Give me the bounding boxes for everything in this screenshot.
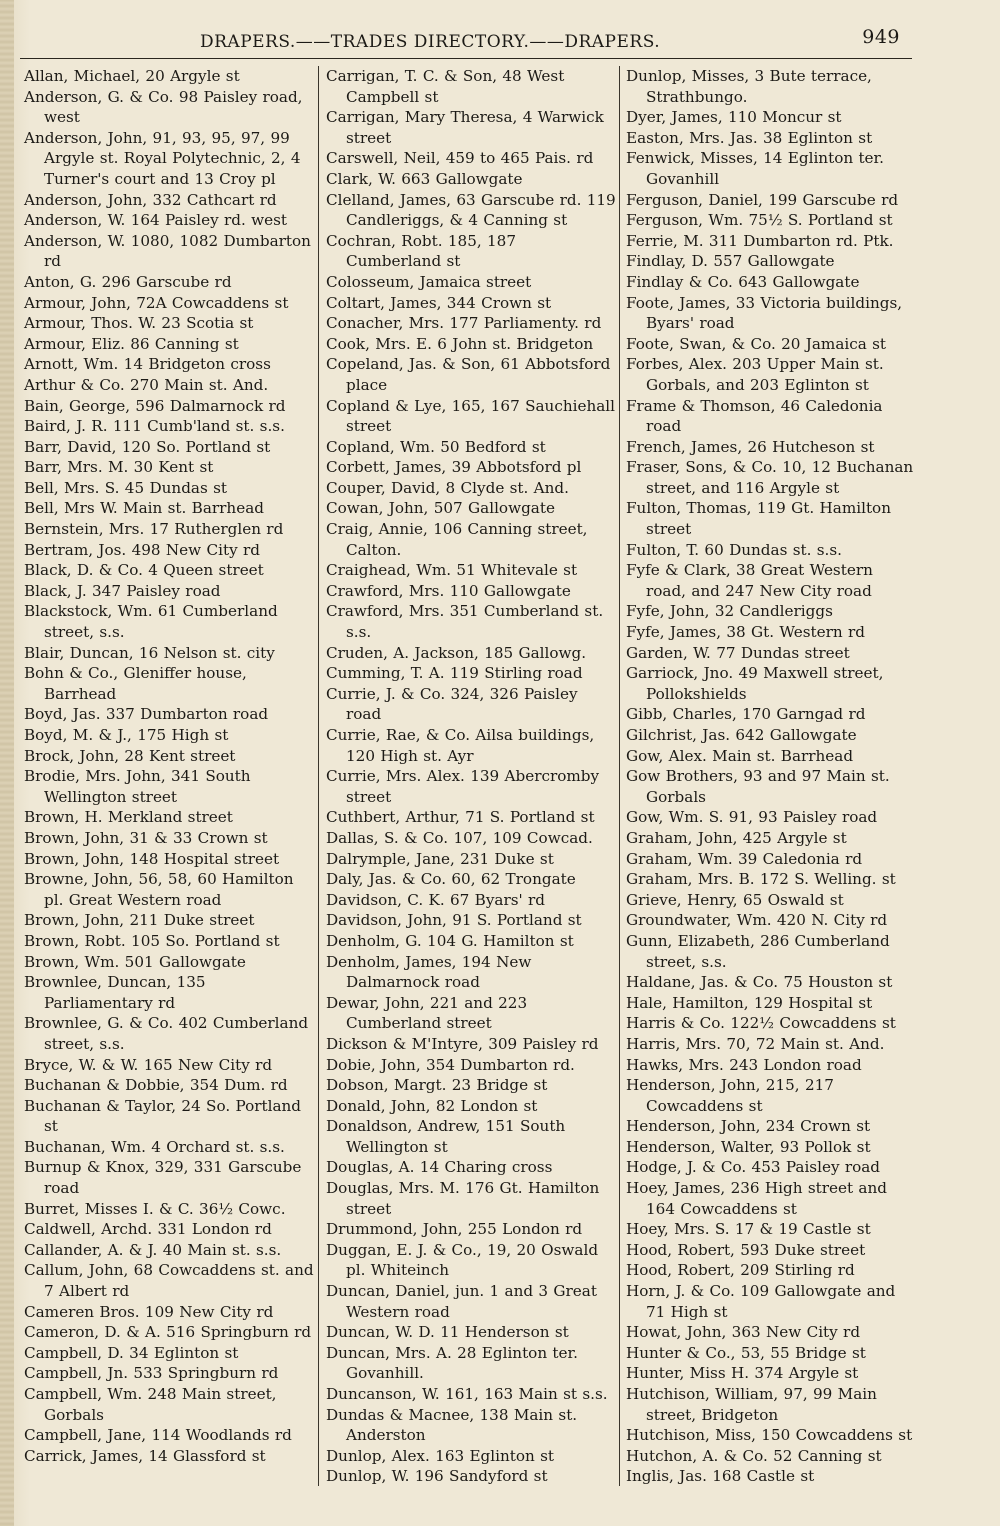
directory-entry: Donaldson, Andrew, 151 South Wellington st xyxy=(326,1117,566,1156)
directory-entry: Buchanan & Dobbie, 354 Dum. rd xyxy=(24,1076,288,1095)
directory-entry: Currie, Mrs. Alex. 139 Abercromby street xyxy=(326,767,600,806)
directory-entry: Anderson, John, 91, 93, 95, 97, 99 Argyle st. Royal Polytechnic, 2, 4 Turner's court and 13 Croy pl xyxy=(24,128,301,188)
column-1 xyxy=(24,66,314,1496)
directory-entry: Black, J. 347 Paisley road xyxy=(24,581,221,600)
directory-entry: Carswell, Neil, 459 to 465 Pais. rd xyxy=(326,149,594,168)
directory-entry: Dickson & M'Intyre, 309 Paisley rd xyxy=(326,1034,599,1053)
directory-entry: Allan, Michael, 20 Argyle st xyxy=(24,67,240,85)
directory-entry: Campbell, D. 34 Eglinton st xyxy=(24,1343,239,1362)
directory-entry: Crawford, Mrs. 110 Gallowgate xyxy=(326,581,571,600)
directory-entry: Hunter & Co., 53, 55 Bridge st xyxy=(626,1343,866,1362)
directory-entry: Graham, Wm. 39 Caledonia rd xyxy=(626,849,863,868)
directory-entry: Dunlop, Alex. 163 Eglinton st xyxy=(326,1446,555,1465)
directory-entry: Fyfe & Clark, 38 Great Western road, and 247 New City road xyxy=(626,561,873,600)
directory-entry: Grieve, Henry, 65 Oswald st xyxy=(626,890,844,909)
directory-entry: Foote, James, 33 Victoria buildings, Byars' road xyxy=(626,293,903,333)
directory-entry: Inglis, Jas. 168 Castle st xyxy=(626,1467,815,1486)
page-header xyxy=(180,26,900,56)
directory-entry: Blackstock, Wm. 61 Cumberland street, s.s. xyxy=(24,602,278,642)
directory-entry: Hodge, J. & Co. 453 Paisley road xyxy=(626,1158,881,1177)
directory-entry: Davidson, C. K. 67 Byars' rd xyxy=(326,890,545,909)
directory-entry: Duncan, W. D. 11 Henderson st xyxy=(326,1323,569,1342)
directory-entry: Cook, Mrs. E. 6 John st. Bridgeton xyxy=(326,334,594,353)
directory-entry: Copland & Lye, 165, 167 Sauchiehall street xyxy=(326,396,616,436)
directory-entry: Fraser, Sons, & Co. 10, 12 Buchanan street, and 116 Argyle st xyxy=(626,458,914,497)
column-3 xyxy=(626,66,916,1496)
directory-entry: Gow Brothers, 93 and 97 Main st. Gorbals xyxy=(626,767,890,806)
directory-entry: Fulton, Thomas, 119 Gt. Hamilton street xyxy=(626,499,891,539)
directory-entry: Duggan, E. J. & Co., 19, 20 Oswald pl. Whiteinch xyxy=(326,1240,599,1280)
directory-entry: Graham, John, 425 Argyle st xyxy=(626,828,847,847)
directory-entry: Ferguson, Wm. 75½ S. Portland st xyxy=(626,211,893,230)
directory-entry: Denholm, James, 194 New Dalmarnock road xyxy=(326,952,532,992)
directory-entry: Brodie, Mrs. John, 341 South Wellington street xyxy=(24,767,251,806)
directory-entry: Fyfe, John, 32 Candleriggs xyxy=(626,602,833,621)
directory-entry: Brown, Robt. 105 So. Portland st xyxy=(24,931,280,950)
directory-entry: Graham, Mrs. B. 172 S. Welling. st xyxy=(626,870,896,889)
directory-entry: Brown, H. Merkland street xyxy=(24,808,233,827)
directory-entry: Dobie, John, 354 Dumbarton rd. xyxy=(326,1055,575,1074)
directory-entry: Copeland, Jas. & Son, 61 Abbotsford place xyxy=(326,355,611,394)
directory-entry: Brown, John, 148 Hospital street xyxy=(24,849,280,868)
directory-entry: Baird, J. R. 111 Cumb'land st. s.s. xyxy=(24,417,285,436)
running-head: DRAPERS.——TRADES DIRECTORY.——DRAPERS. xyxy=(200,32,661,52)
directory-entry: Corbett, James, 39 Abbotsford pl xyxy=(326,458,582,477)
directory-entry: Bryce, W. & W. 165 New City rd xyxy=(24,1055,273,1074)
directory-entry: Duncanson, W. 161, 163 Main st s.s. xyxy=(326,1385,608,1403)
directory-entry: Campbell, Jane, 114 Woodlands rd xyxy=(24,1426,292,1445)
directory-entry: Crawford, Mrs. 351 Cumberland st. s.s. xyxy=(326,602,604,642)
directory-entry: Callum, John, 68 Cowcaddens st. and 7 Albert rd xyxy=(24,1261,314,1301)
directory-entry: Drummond, John, 255 London rd xyxy=(326,1220,583,1239)
directory-entry: Hale, Hamilton, 129 Hospital st xyxy=(626,993,873,1012)
directory-entry: Gilchrist, Jas. 642 Gallowgate xyxy=(626,726,857,744)
directory-entry: Brownlee, G. & Co. 402 Cumberland street, s.s. xyxy=(24,1014,309,1053)
directory-entry: Carrigan, Mary Theresa, 4 Warwick street xyxy=(326,108,604,147)
directory-entry: French, James, 26 Hutcheson st xyxy=(626,437,875,456)
directory-entry: Arnott, Wm. 14 Bridgeton cross xyxy=(24,355,271,374)
directory-entry: Cumming, T. A. 119 Stirling road xyxy=(326,664,583,683)
page-number: 949 xyxy=(862,26,900,48)
directory-entry: Barr, Mrs. M. 30 Kent st xyxy=(24,458,214,477)
header-rule xyxy=(20,58,912,59)
directory-entry: Bell, Mrs W. Main st. Barrhead xyxy=(24,499,264,518)
directory-entry: Hutchison, Miss, 150 Cowcaddens st xyxy=(626,1426,913,1445)
directory-entry: Fyfe, James, 38 Gt. Western rd xyxy=(626,623,866,642)
directory-entry: Hutchison, William, 97, 99 Main street, Bridgeton xyxy=(626,1385,877,1424)
directory-entry: Barr, David, 120 So. Portland st xyxy=(24,437,271,456)
directory-entry: Horn, J. & Co. 109 Gallowgate and 71 High st xyxy=(626,1282,896,1321)
directory-entry: Colosseum, Jamaica street xyxy=(326,272,532,291)
directory-entry: Harris & Co. 122½ Cowcaddens st xyxy=(626,1014,896,1033)
directory-entry: Browne, John, 56, 58, 60 Hamilton pl. Great Western road xyxy=(24,870,294,909)
directory-entry: Boyd, M. & J., 175 High st xyxy=(24,726,229,744)
directory-entry: Henderson, John, 234 Crown st xyxy=(626,1117,871,1136)
directory-entry: Arthur & Co. 270 Main st. And. xyxy=(24,375,269,394)
directory-entry: Dalrymple, Jane, 231 Duke st xyxy=(326,849,554,868)
directory-entry: Dallas, S. & Co. 107, 109 Cowcad. xyxy=(326,828,593,847)
directory-entry: Harris, Mrs. 70, 72 Main st. And. xyxy=(626,1034,885,1053)
directory-entry: Cruden, A. Jackson, 185 Gallowg. xyxy=(326,643,587,662)
directory-entry: Cochran, Robt. 185, 187 Cumberland st xyxy=(326,231,516,271)
directory-entry: Frame & Thomson, 46 Caledonia road xyxy=(626,396,883,436)
directory-entry: Hoey, James, 236 High street and 164 Cowcaddens st xyxy=(626,1179,887,1218)
directory-entry: Anderson, G. & Co. 98 Paisley road, west xyxy=(24,87,303,127)
directory-entry: Carrigan, T. C. & Son, 48 West Campbell st xyxy=(326,67,565,106)
page-gutter xyxy=(0,0,14,1526)
directory-entry: Easton, Mrs. Jas. 38 Eglinton st xyxy=(626,128,873,147)
directory-entry: Cuthbert, Arthur, 71 S. Portland st xyxy=(326,808,595,827)
directory-entry: Caldwell, Archd. 331 London rd xyxy=(24,1220,272,1239)
directory-entry: Ferguson, Daniel, 199 Garscube rd xyxy=(626,190,899,209)
directory-entry: Fenwick, Misses, 14 Eglinton ter. Govanhill xyxy=(626,149,884,188)
directory-entry: Duncan, Mrs. A. 28 Eglinton ter. Govanhill. xyxy=(326,1343,578,1383)
directory-entry: Conacher, Mrs. 177 Parliamenty. rd xyxy=(326,314,602,333)
directory-entry: Clelland, James, 63 Garscube rd. 119 Candleriggs, & 4 Canning st xyxy=(326,190,616,230)
directory-entry: Craig, Annie, 106 Canning street, Calton. xyxy=(326,520,588,559)
directory-entry: Findlay & Co. 643 Gallowgate xyxy=(626,272,860,291)
directory-entry: Brown, Wm. 501 Gallowgate xyxy=(24,952,246,971)
column-2 xyxy=(326,66,616,1496)
directory-entry: Bernstein, Mrs. 17 Rutherglen rd xyxy=(24,520,284,539)
directory-entry: Anton, G. 296 Garscube rd xyxy=(24,272,232,291)
directory-entry: Gow, Alex. Main st. Barrhead xyxy=(626,746,854,765)
directory-entry: Armour, Eliz. 86 Canning st xyxy=(24,334,239,353)
directory-entry: Foote, Swan, & Co. 20 Jamaica st xyxy=(626,334,887,353)
directory-entry: Dunlop, Misses, 3 Bute terrace, Strathbungo. xyxy=(626,67,872,106)
directory-entry: Cameron, D. & A. 516 Springburn rd xyxy=(24,1323,312,1342)
directory-entry: Buchanan & Taylor, 24 So. Portland st xyxy=(24,1096,302,1136)
directory-entry: Donald, John, 82 London st xyxy=(326,1096,538,1115)
directory-entry: Forbes, Alex. 203 Upper Main st. Gorbals, and 203 Eglinton st xyxy=(626,355,884,394)
directory-entry: Boyd, Jas. 337 Dumbarton road xyxy=(24,705,269,724)
directory-entry: Copland, Wm. 50 Bedford st xyxy=(326,437,546,456)
directory-entry: Hunter, Miss H. 374 Argyle st xyxy=(626,1364,859,1383)
directory-entry: Dunlop, W. 196 Sandyford st xyxy=(326,1467,548,1486)
directory-entry: Hutchon, A. & Co. 52 Canning st xyxy=(626,1446,882,1465)
directory-entry: Brownlee, Duncan, 135 Parliamentary rd xyxy=(24,973,206,1012)
directory-entry: Blair, Duncan, 16 Nelson st. city xyxy=(24,643,275,662)
directory-entry: Carrick, James, 14 Glassford st xyxy=(24,1446,266,1465)
directory-entry: Dobson, Margt. 23 Bridge st xyxy=(326,1076,548,1095)
directory-entry: Craighead, Wm. 51 Whitevale st xyxy=(326,561,578,580)
directory-entry: Armour, John, 72A Cowcaddens st xyxy=(24,293,289,312)
directory-entry: Currie, Rae, & Co. Ailsa buildings, 120 High st. Ayr xyxy=(326,726,595,765)
directory-entry: Couper, David, 8 Clyde st. And. xyxy=(326,478,569,497)
directory-entry: Hood, Robert, 209 Stirling rd xyxy=(626,1261,855,1280)
directory-entry: Duncan, Daniel, jun. 1 and 3 Great Western road xyxy=(326,1282,597,1321)
directory-entry: Fulton, T. 60 Dundas st. s.s. xyxy=(626,540,842,559)
directory-entry: Brown, John, 211 Duke street xyxy=(24,911,255,930)
directory-entry: Hood, Robert, 593 Duke street xyxy=(626,1240,866,1259)
directory-entry: Callander, A. & J. 40 Main st. s.s. xyxy=(24,1240,282,1259)
directory-entry: Armour, Thos. W. 23 Scotia st xyxy=(24,314,254,333)
directory-entry: Dewar, John, 221 and 223 Cumberland street xyxy=(326,993,528,1033)
directory-entry: Anderson, W. 1080, 1082 Dumbarton rd xyxy=(24,231,311,271)
directory-entry: Anderson, John, 332 Cathcart rd xyxy=(24,190,277,209)
directory-entry: Burnup & Knox, 329, 331 Garscube road xyxy=(24,1158,302,1198)
directory-entry: Brock, John, 28 Kent street xyxy=(24,746,236,765)
directory-entry: Garden, W. 77 Dundas street xyxy=(626,643,850,662)
directory-entry: Gunn, Elizabeth, 286 Cumberland street, s.s. xyxy=(626,931,890,971)
directory-entry: Cowan, John, 507 Gallowgate xyxy=(326,499,555,518)
column-divider-2 xyxy=(619,66,620,1486)
directory-entry: Campbell, Jn. 533 Springburn rd xyxy=(24,1364,279,1383)
directory-entry: Brown, John, 31 & 33 Crown st xyxy=(24,828,268,847)
directory-entry: Hawks, Mrs. 243 London road xyxy=(626,1055,862,1074)
directory-entry: Gow, Wm. S. 91, 93 Paisley road xyxy=(626,808,878,827)
directory-entry: Howat, John, 363 New City rd xyxy=(626,1323,861,1342)
directory-entry: Denholm, G. 104 G. Hamilton st xyxy=(326,931,574,950)
directory-entry: Groundwater, Wm. 420 N. City rd xyxy=(626,911,888,930)
directory-entry: Davidson, John, 91 S. Portland st xyxy=(326,911,582,930)
directory-entry: Hoey, Mrs. S. 17 & 19 Castle st xyxy=(626,1220,871,1239)
directory-entry: Anderson, W. 164 Paisley rd. west xyxy=(24,211,288,230)
directory-entry: Bell, Mrs. S. 45 Dundas st xyxy=(24,478,227,497)
directory-entry: Buchanan, Wm. 4 Orchard st. s.s. xyxy=(24,1137,285,1156)
directory-entry: Henderson, John, 215, 217 Cowcaddens st xyxy=(626,1076,834,1115)
directory-entry: Haldane, Jas. & Co. 75 Houston st xyxy=(626,973,893,992)
directory-entry: Clark, W. 663 Gallowgate xyxy=(326,169,523,188)
directory-entry: Bertram, Jos. 498 New City rd xyxy=(24,540,260,559)
directory-entry: Burret, Misses I. & C. 36½ Cowc. xyxy=(24,1199,286,1218)
directory-entry: Currie, J. & Co. 324, 326 Paisley road xyxy=(326,684,578,724)
directory-entry: Campbell, Wm. 248 Main street, Gorbals xyxy=(24,1385,277,1424)
directory-entry: Cameren Bros. 109 New City rd xyxy=(24,1302,274,1321)
directory-entry: Coltart, James, 344 Crown st xyxy=(326,293,552,312)
directory-entry: Daly, Jas. & Co. 60, 62 Trongate xyxy=(326,870,576,889)
directory-entry: Black, D. & Co. 4 Queen street xyxy=(24,561,264,580)
directory-entry: Bain, George, 596 Dalmarnock rd xyxy=(24,396,286,415)
directory-entry: Ferrie, M. 311 Dumbarton rd. Ptk. xyxy=(626,231,894,250)
directory-entry: Douglas, Mrs. M. 176 Gt. Hamilton street xyxy=(326,1179,600,1218)
directory-entry: Findlay, D. 557 Gallowgate xyxy=(626,252,835,271)
directory-entry: Dyer, James, 110 Moncur st xyxy=(626,108,842,127)
directory-entry: Gibb, Charles, 170 Garngad rd xyxy=(626,705,866,724)
directory-entry: Bohn & Co., Gleniffer house, Barrhead xyxy=(24,664,247,703)
directory-entry: Dundas & Macnee, 138 Main st. Anderston xyxy=(326,1405,578,1445)
directory-entry: Henderson, Walter, 93 Pollok st xyxy=(626,1137,871,1156)
directory-entry: Douglas, A. 14 Charing cross xyxy=(326,1158,553,1177)
column-divider-1 xyxy=(318,66,319,1486)
directory-entry: Garriock, Jno. 49 Maxwell street, Pollokshields xyxy=(626,664,884,703)
